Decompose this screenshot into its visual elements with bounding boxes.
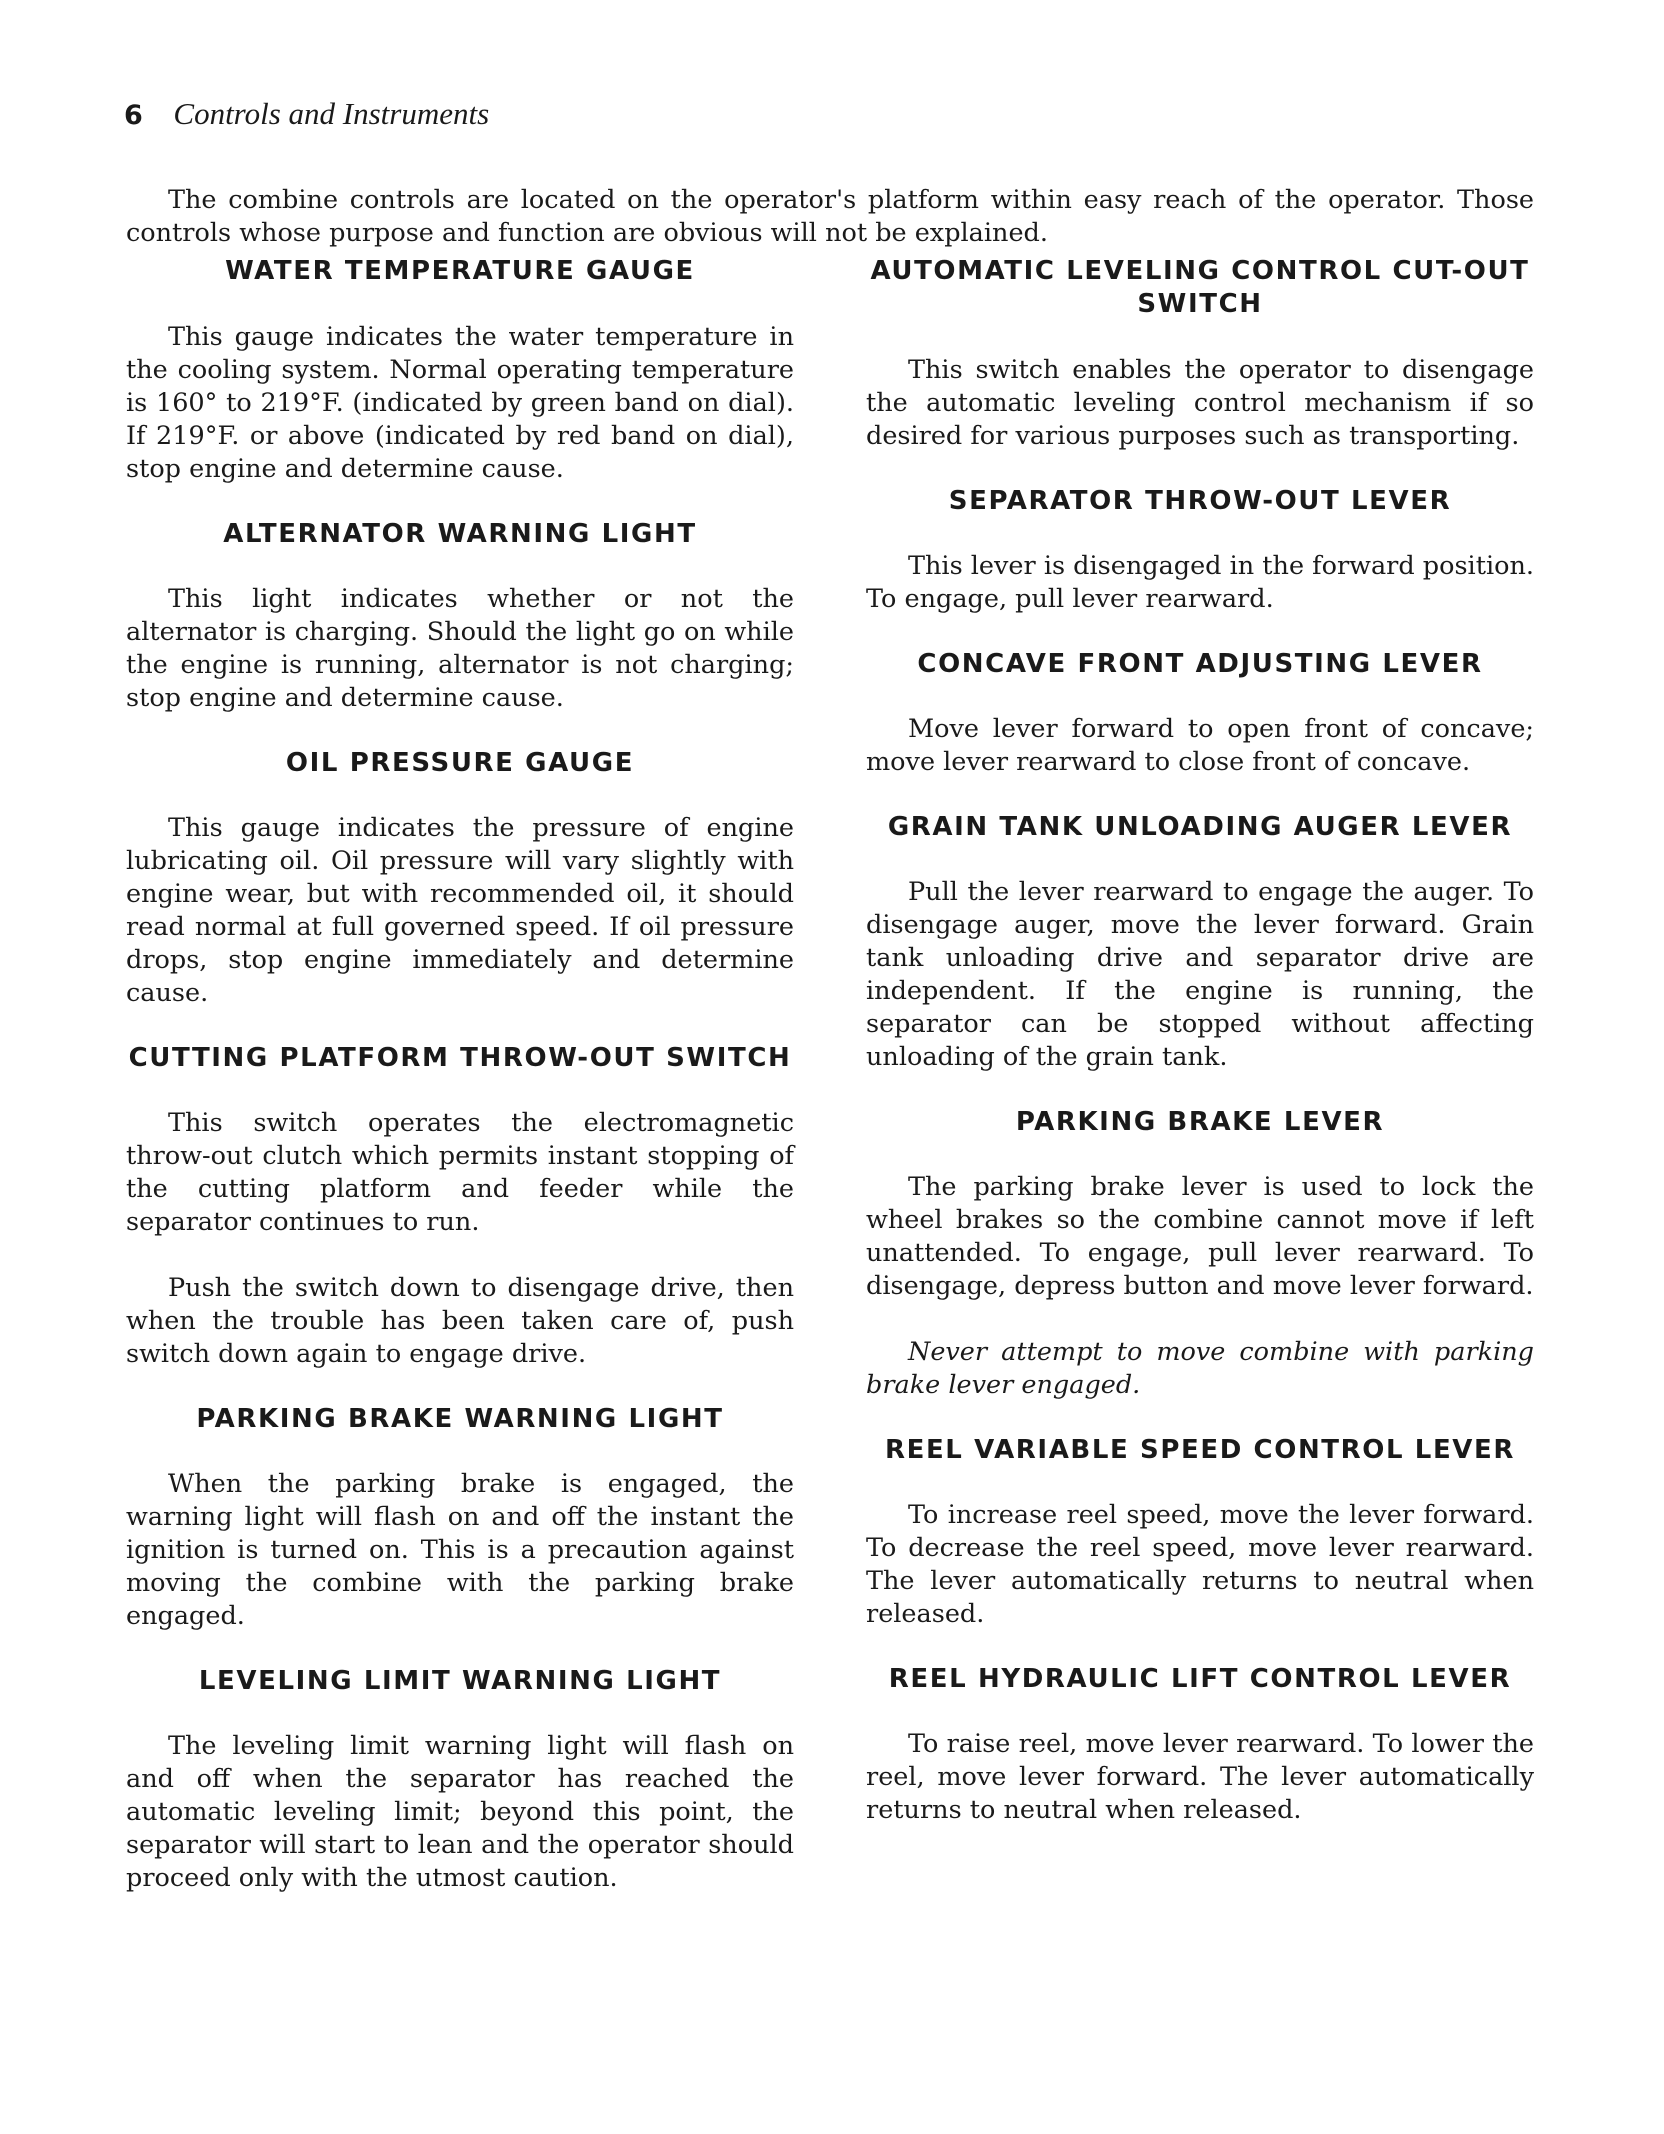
automatic-leveling-text: This switch enables the operator to disengage the automatic leveling control mechanism if so desired for various purposes such as transporting.: [866, 355, 1534, 451]
cutting-platform-text-1: This switch operates the electromagnetic throw-out clutch which permits instant stopping of the cutting platform and feeder while the separator continues to run.: [126, 1108, 794, 1237]
heading-leveling-limit-warning-light: LEVELING LIMIT WARNING LIGHT: [198, 1666, 722, 1696]
heading-reel-variable-speed-control-lever: REEL VARIABLE SPEED CONTROL LEVER: [884, 1435, 1516, 1465]
page-number: 6: [124, 100, 143, 131]
page-header: [124, 96, 489, 132]
separator-text: This lever is disengaged in the forward position. To engage, pull lever rearward.: [866, 551, 1534, 614]
heading-parking-brake-lever: PARKING BRAKE LEVER: [1015, 1107, 1385, 1137]
heading-automatic-leveling-cutout-switch: AUTOMATIC LEVELING CONTROL CUT-OUT SWITCH: [870, 256, 1530, 319]
concave-text: Move lever forward to open front of concave; move lever rearward to close front of concave.: [866, 714, 1534, 777]
oil-pressure-text: This gauge indicates the pressure of engine lubricating oil. Oil pressure will vary slightly with engine wear, but with recommended oil, it should read normal at full governed speed. If oil pressure drops, stop engine immediately and determine cause.: [126, 813, 794, 1008]
water-temperature-text: This gauge indicates the water temperature in the cooling system. Normal operating temperature is 160° to 219°F. (indicated by green band on dial). If 219°F. or above (indicated by red band on dial), stop engine and determine cause.: [126, 322, 794, 484]
heading-concave-front-adjusting-lever: CONCAVE FRONT ADJUSTING LEVER: [917, 649, 1483, 679]
heading-cutting-platform-switch: CUTTING PLATFORM THROW-OUT SWITCH: [128, 1043, 792, 1073]
heading-parking-brake-warning-light: PARKING BRAKE WARNING LIGHT: [196, 1404, 724, 1434]
heading-separator-throw-out-lever: SEPARATOR THROW-OUT LEVER: [948, 486, 1452, 516]
reel-lift-text: To raise reel, move lever rearward. To lower the reel, move lever forward. The lever automatically returns to neutral when released.: [866, 1729, 1534, 1825]
heading-water-temperature-gauge: WATER TEMPERATURE GAUGE: [225, 256, 695, 286]
heading-alternator-warning-light: ALTERNATOR WARNING LIGHT: [223, 519, 697, 549]
cutting-platform-text-2: Push the switch down to disengage drive, then when the trouble has been taken care of, push switch down again to engage drive.: [126, 1273, 794, 1369]
heading-grain-tank-unloading-auger-lever: GRAIN TANK UNLOADING AUGER LEVER: [887, 812, 1513, 842]
page-title: Controls and Instruments: [173, 96, 490, 131]
heading-reel-hydraulic-lift-control-lever: REEL HYDRAULIC LIFT CONTROL LEVER: [888, 1664, 1512, 1694]
parking-brake-text: The parking brake lever is used to lock the wheel brakes so the combine cannot move if left unattended. To engage, pull lever rearward. To disengage, depress button and move lever forward.: [866, 1172, 1534, 1301]
heading-oil-pressure-gauge: OIL PRESSURE GAUGE: [285, 748, 635, 778]
reel-speed-text: To increase reel speed, move the lever forward. To decrease the reel speed, move lever rearward. The lever automatically returns to neutral when released.: [866, 1500, 1534, 1629]
alternator-text: This light indicates whether or not the alternator is charging. Should the light go on while the engine is running, alternator is not charging; stop engine and determine cause.: [126, 584, 794, 713]
parking-brake-warning-text: When the parking brake is engaged, the warning light will flash on and off the instant the ignition is turned on. This is a precaution against moving the combine with the parking brake engaged.: [126, 1469, 794, 1631]
intro-paragraph: The combine controls are located on the operator's platform within easy reach of the operator. Those controls whose purpose and function are obvious will not be explained.: [126, 184, 1534, 248]
right-column: [866, 255, 1534, 1827]
left-column: [126, 255, 794, 1895]
grain-tank-text: Pull the lever rearward to engage the auger. To disengage auger, move the lever forward. Grain tank unloading drive and separator drive are independent. If the engine is running, the separator can be stopped without affecting unloading of the grain tank.: [866, 877, 1534, 1072]
leveling-limit-text: The leveling limit warning light will flash on and off when the separator has reached the automatic leveling limit; beyond this point, the separator will start to lean and the operator should proceed only with the utmost caution.: [126, 1731, 794, 1893]
parking-brake-caution-note: Never attempt to move combine with parking brake lever engaged.: [866, 1337, 1534, 1400]
